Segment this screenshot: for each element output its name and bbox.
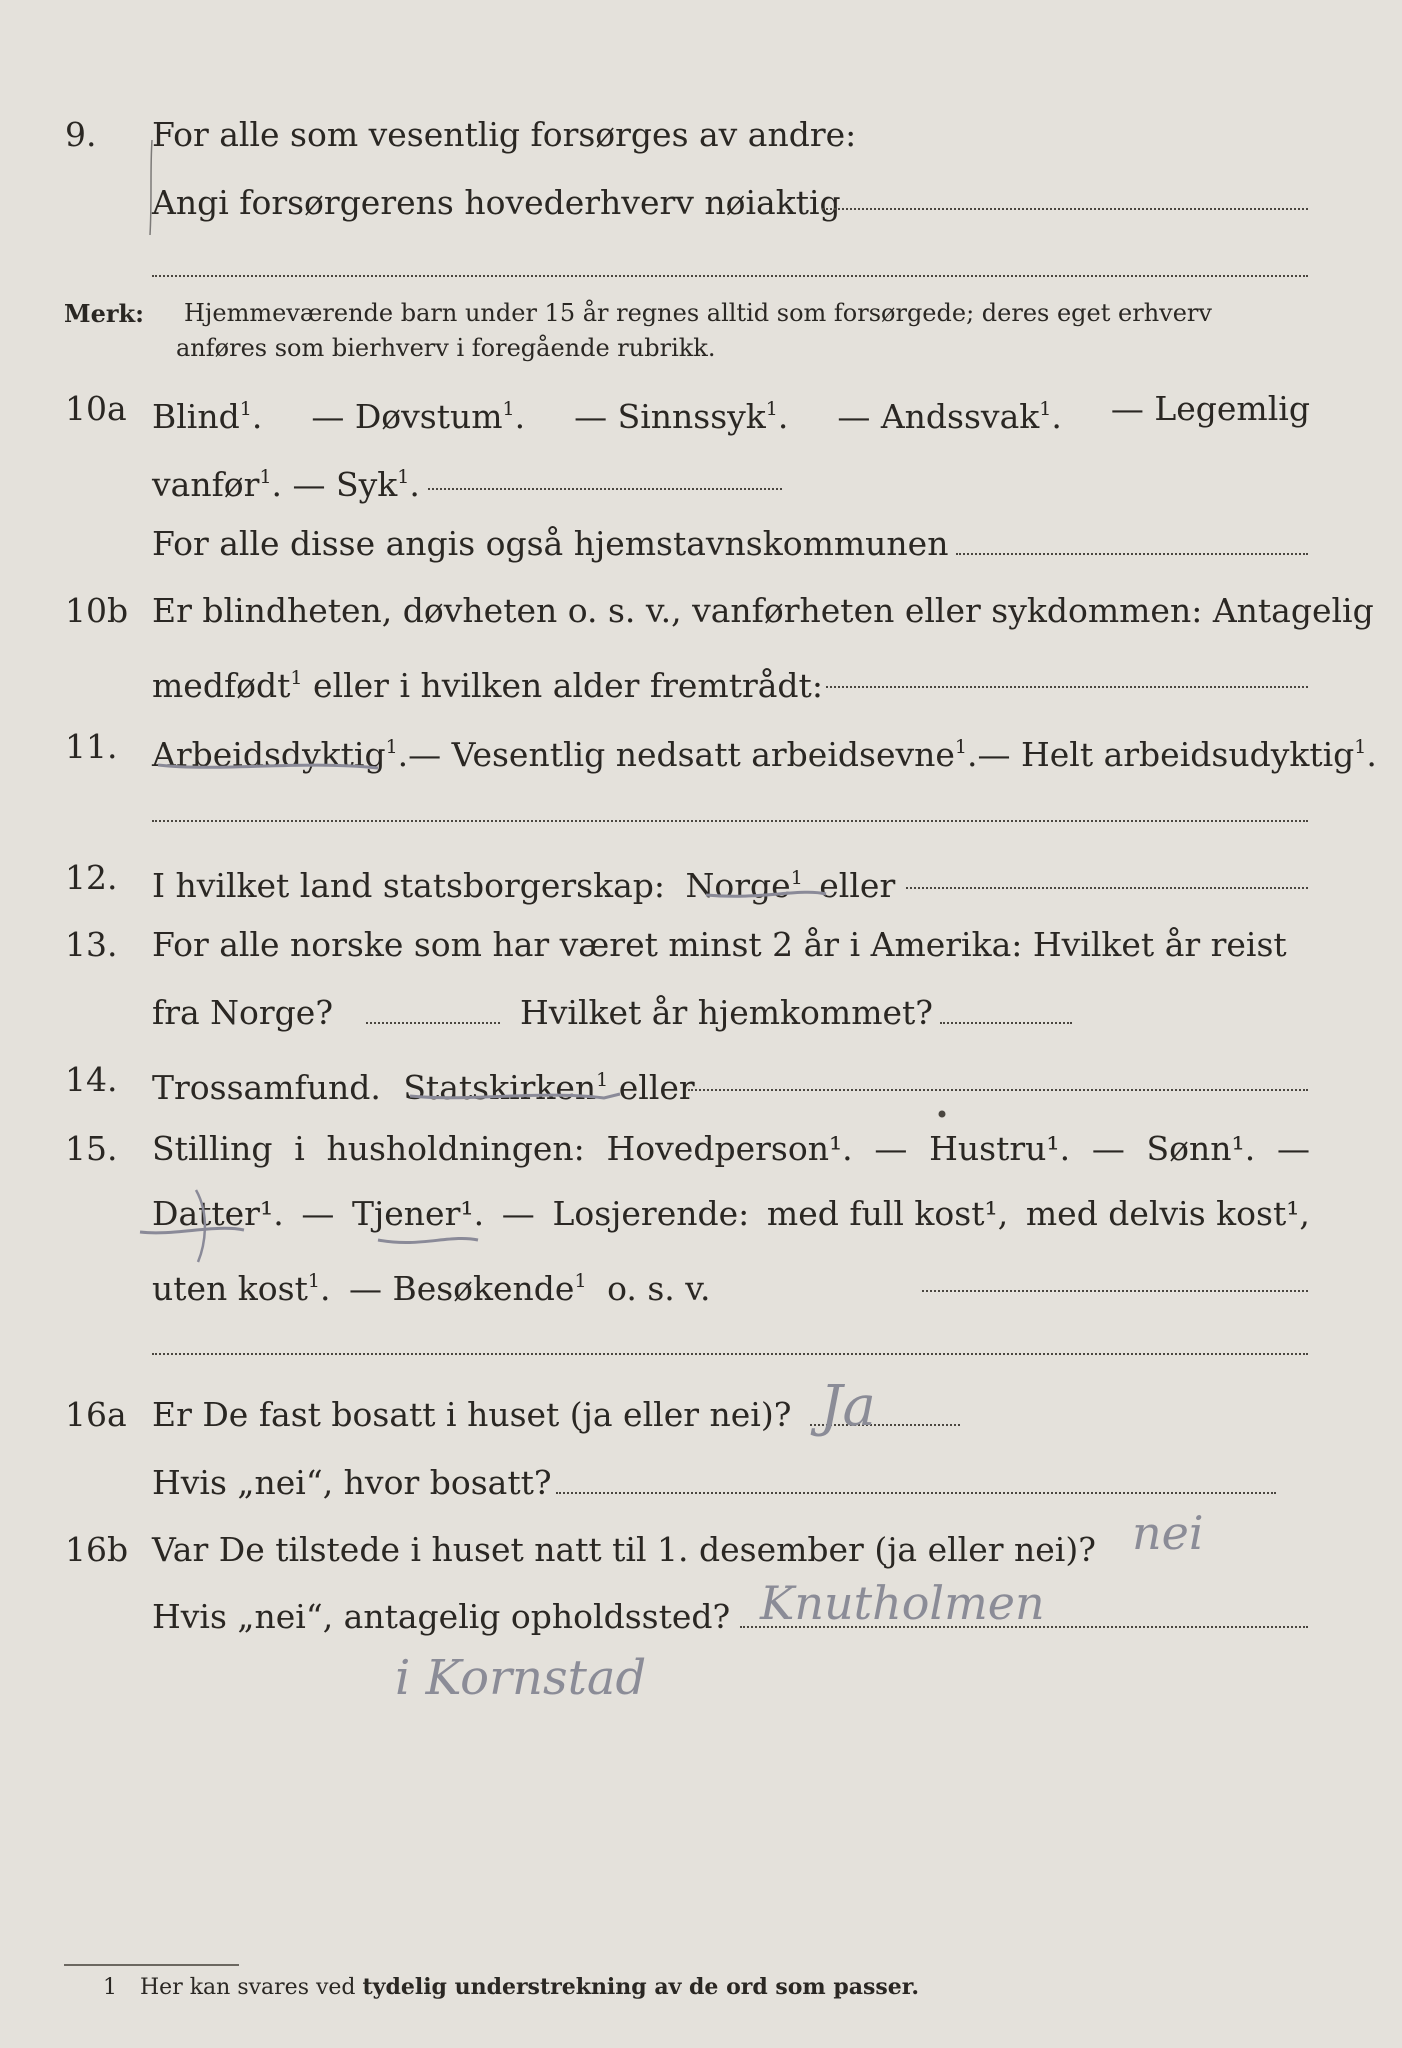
q14-text: Trossamfund. Statskirken$^1$ eller <box>152 1068 695 1107</box>
q11-option-nedsatt[interactable]: — Vesentlig nedsatt arbeidsevne$^1$. <box>408 735 978 774</box>
q10a-option-syk[interactable]: — Syk$^1$. <box>292 465 420 504</box>
q9-text-1: For alle som vesentlig forsørges av andre: <box>152 115 857 154</box>
q10a-option-sinnssyk[interactable]: — Sinnssyk$^1$. <box>574 397 789 436</box>
q10b-number: 10b <box>65 591 129 630</box>
q10a-option-dovstum[interactable]: — Døvstum$^1$. <box>311 397 526 436</box>
footnote-rule <box>64 1964 239 1966</box>
q15-option-full-kost[interactable]: med full kost¹, <box>766 1194 1009 1233</box>
q13-text-1: For alle norske som har været minst 2 år i Amerika: Hvilket år reist <box>152 925 1287 964</box>
q15-text-2: Datter¹. — Tjener¹. — Losjerende: med full kost¹, med delvis kost¹, <box>152 1189 1310 1239</box>
q15-option-sonn[interactable]: Sønn¹. <box>1146 1129 1256 1168</box>
q16a-number: 16a <box>65 1395 127 1434</box>
q16a-text-2: Hvis „nei“, hvor bosatt? <box>152 1463 552 1502</box>
q16b-handwritten-answer-3: i Kornstad <box>395 1650 647 1706</box>
q13-text-2b: Hvilket år hjemkommet? <box>520 993 933 1032</box>
q9-text-2: Angi forsørgerens hovederhverv nøiaktig <box>152 183 841 222</box>
q16b-text-2: Hvis „nei“, antagelig opholdssted? <box>152 1597 731 1636</box>
q16b-handwritten-answer-1: nei <box>1132 1506 1204 1560</box>
q12-option-norge[interactable]: Norge$^1$ <box>685 866 803 905</box>
q16a-handwritten-answer: Ja <box>820 1374 876 1439</box>
q13-text-2a: fra Norge? <box>152 993 334 1032</box>
q10b-text-1: Er blindheten, døvheten o. s. v., vanførheten eller sykdommen: Antagelig <box>152 591 1374 630</box>
q15-number: 15. <box>65 1129 118 1168</box>
q10a-number: 10a <box>65 389 127 428</box>
q12-number: 12. <box>65 858 118 897</box>
q15-option-tjener[interactable]: Tjener¹. <box>352 1194 485 1233</box>
q9-number: 9. <box>65 115 97 154</box>
footnote: 1 Her kan svares ved tydelig understrekning av de ord som passer. <box>103 1974 920 2000</box>
q16b-text-1: Var De tilstede i huset natt til 1. desember (ja eller nei)? <box>152 1530 1096 1569</box>
q15-option-datter[interactable]: Datter¹. <box>152 1194 284 1233</box>
q11-option-udyktig[interactable]: — Helt arbeidsudyktig$^1$. <box>977 735 1377 774</box>
q15-text-3: uten kost$^1$. — Besøkende$^1$ o. s. v. <box>152 1269 711 1308</box>
q13-number: 13. <box>65 925 118 964</box>
q15-text-1: Stilling i husholdningen: Hovedperson¹. — Hustru¹. — Sønn¹. — <box>152 1124 1310 1174</box>
q15-option-besokende[interactable]: — Besøkende$^1$ <box>348 1269 587 1308</box>
q11-number: 11. <box>65 727 118 766</box>
q16b-handwritten-answer-2: Knutholmen <box>760 1576 1045 1630</box>
q14-number: 14. <box>65 1060 118 1099</box>
q15-option-hovedperson[interactable]: Hovedperson¹. <box>606 1129 853 1168</box>
q10a-option-andssvak[interactable]: — Andssvak$^1$. <box>837 397 1062 436</box>
q15-option-uten-kost[interactable]: uten kost$^1$. <box>152 1269 331 1308</box>
q14-option-statskirken[interactable]: Statskirken$^1$ <box>403 1068 609 1107</box>
q11-option-arbeidsdyktig[interactable]: Arbeidsdyktig$^1$. <box>152 735 409 774</box>
q15-option-delvis-kost[interactable]: med delvis kost¹, <box>1025 1194 1310 1233</box>
note-text-2: anføres som bierhverv i foregående rubrikk. <box>176 334 716 362</box>
q10a-option-legemlig[interactable]: — Legemlig <box>1110 389 1310 428</box>
note-text-1: Hjemmeværende barn under 15 år regnes alltid som forsørgede; deres eget erhverv <box>184 299 1212 327</box>
q10a-option-vanfor[interactable]: vanfør$^1$. <box>152 465 283 504</box>
q10b-text-2: medfødt$^1$ eller i hvilken alder fremtrådt: <box>152 666 823 705</box>
q12-text: I hvilket land statsborgerskap: Norge$^1$ eller <box>152 866 896 905</box>
q16a-text-1: Er De fast bosatt i huset (ja eller nei)? <box>152 1395 792 1434</box>
note-label: Merk: <box>64 299 144 328</box>
q15-option-hustru[interactable]: Hustru¹. <box>929 1129 1071 1168</box>
q10a-option-blind[interactable]: Blind$^1$. <box>152 397 263 436</box>
q10a-text-3: For alle disse angis også hjemstavnskommunen <box>152 524 949 563</box>
q10b-option-medfodt[interactable]: medfødt$^1$ <box>152 666 303 705</box>
q16b-number: 16b <box>65 1530 129 1569</box>
